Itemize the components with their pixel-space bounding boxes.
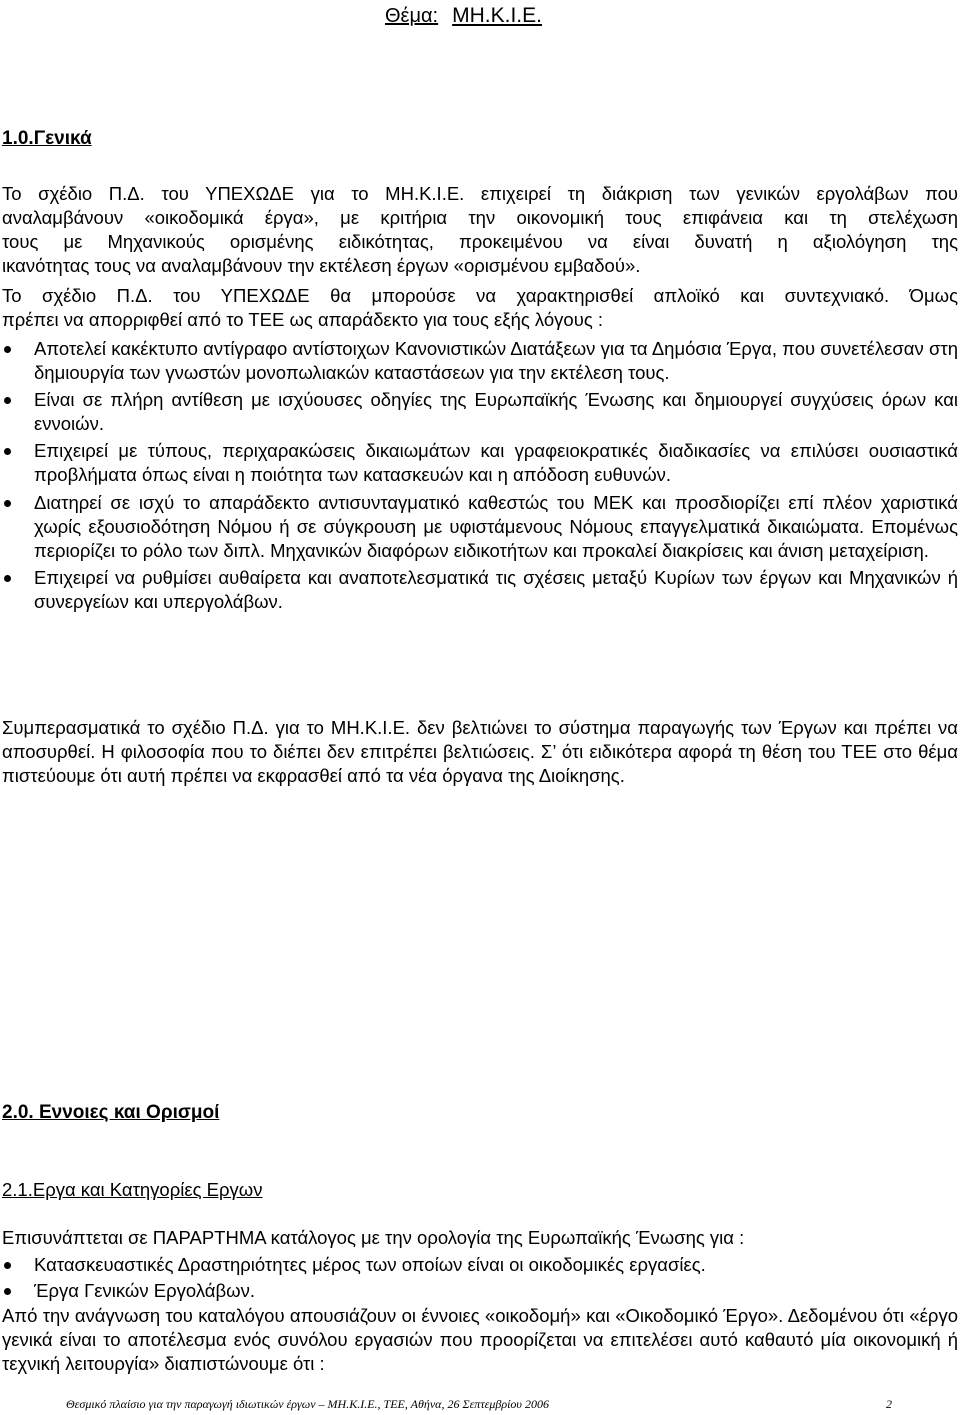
page-footer: Θεσμικό πλαίσιο για την παραγωγή ιδιωτικών έργων – ΜΗ.Κ.Ι.Ε., ΤΕΕ, Αθήνα, 26 Σεπτεμβρίου 2006 [66,1397,549,1411]
list-item: Αποτελεί κακέκτυπο αντίγραφο αντίστοιχων Κανονιστικών Διατάξεων για τα Δημόσια Έργα, που συνετέλεσαν στη δημιουργία των γνωστών μονοπωλιακών καταστάσεων για την εκτέλεση τους. [2,337,958,385]
list-item: Είναι σε πλήρη αντίθεση με ισχύουσες οδηγίες της Ευρωπαϊκής Ένωσης και δημιουργεί συγχύσεις όρων και εννοιών. [2,388,958,436]
text-line: Το σχέδιο Π.Δ. του ΥΠΕΧΩΔΕ θα μπορούσε να χαρακτηρισθεί απλοϊκό και συντεχνιακό. Όμως [2,285,958,306]
paragraph-intro [2,182,958,278]
text-line: ικανότητας τους να αναλαμβάνουν την εκτέλεση έργων «ορισμένου εμβαδού». [2,255,641,276]
paragraph-assessment [2,284,958,332]
subject-value: ΜΗ.Κ.Ι.Ε. [452,4,542,27]
annex-intro: Επισυνάπτεται σε ΠΑΡΑΡΤΗΜΑ κατάλογος με την ορολογία της Ευρωπαϊκής Ένωσης για : [2,1227,745,1248]
section-heading-definitions: 2.0. Εννοιες και Ορισμοί [2,1102,220,1123]
page-number: 2 [886,1397,892,1411]
document-subject [385,2,542,30]
list-item: Επιχειρεί με τύπους, περιχαρακώσεις δικαιωμάτων και γραφειοκρατικές διαδικασίες να επιλύσει ουσιαστικά προβλήματα όπως είναι η ποιότητα των κατασκευών και η απόδοση ευθυνών. [2,439,958,487]
list-item: Διατηρεί σε ισχύ το απαράδεκτο αντισυνταγματικό καθεστώς του ΜΕΚ και προσδιορίζει επί πλέον χαριστικά χωρίς εξουσιοδότηση Νόμου ή σε σύγκρουση με υφιστάμενους Νόμους επαγγελματικά δικαιώματα. Επομένως περιορίζει το ρόλο των διπλ. Μηχανικών διαφόρων ειδικοτήτων και προκαλεί διακρίσεις και άνιση μεταχείριση. [2,491,958,563]
objection-list [2,337,958,614]
closing-paragraph: Από την ανάγνωση του καταλόγου απουσιάζουν οι έννοιες «οικοδομή» και «Οικοδομικό Έργο». Δεδομένου ότι «έργο γενικά είναι το αποτέλεσμα ενός συνόλου εργασιών που προορίζεται να επιτελέσει αυτό καθαυτό μία οικονομική ή τεχνική λειτουργία» διαπιστώνουμε ότι : [2,1305,958,1374]
subject-label: Θέμα: [385,5,439,27]
annex-list [2,1253,958,1303]
text-line: αναλαμβάνουν «οικοδομικά έργα», με κριτήρια την οικονομική τους επιφάνεια και τη στελέχωση [2,207,958,228]
text-line: πρέπει να απορριφθεί από το ΤΕΕ ως απαράδεκτο για τους εξής λόγους : [2,309,604,330]
list-item: Κατασκευαστικές Δραστηριότητες μέρος των οποίων είναι οι οικοδομικές εργασίες. [2,1253,958,1277]
conclusion-paragraph: Συμπερασματικά το σχέδιο Π.Δ. για το ΜΗ.Κ.Ι.Ε. δεν βελτιώνει το σύστημα παραγωγής των Έργων και πρέπει να αποσυρθεί. Η φιλοσοφία που το διέπει δεν επιτρέπει βελτιώσεις. Σ’ ότι ειδικότερα αφορά τη θέση του ΤΕΕ στο θέμα πιστεύουμε ότι αυτή πρέπει να εκφρασθεί από τα νέα όργανα της Διοίκησης. [2,717,958,786]
text-line: Το σχέδιο Π.Δ. του ΥΠΕΧΩΔΕ για το ΜΗ.Κ.Ι.Ε. επιχειρεί τη διάκριση των γενικών εργολάβων που [2,183,958,204]
list-item: Επιχειρεί να ρυθμίσει αυθαίρετα και αναποτελεσματικά τις σχέσεις μεταξύ Κυρίων των έργων και Μηχανικών ή συνεργείων και υπεργολάβων. [2,566,958,614]
section-heading-general: 1.0.Γενικά [2,128,92,149]
list-item: Έργα Γενικών Εργολάβων. [2,1279,958,1303]
sub-heading-works: 2.1.Εργα και Κατηγορίες Εργων [2,1179,263,1200]
text-line: τους με Μηχανικούς ορισμένης ειδικότητας, προκειμένου να είναι δυνατή η αξιολόγηση της [2,231,958,252]
